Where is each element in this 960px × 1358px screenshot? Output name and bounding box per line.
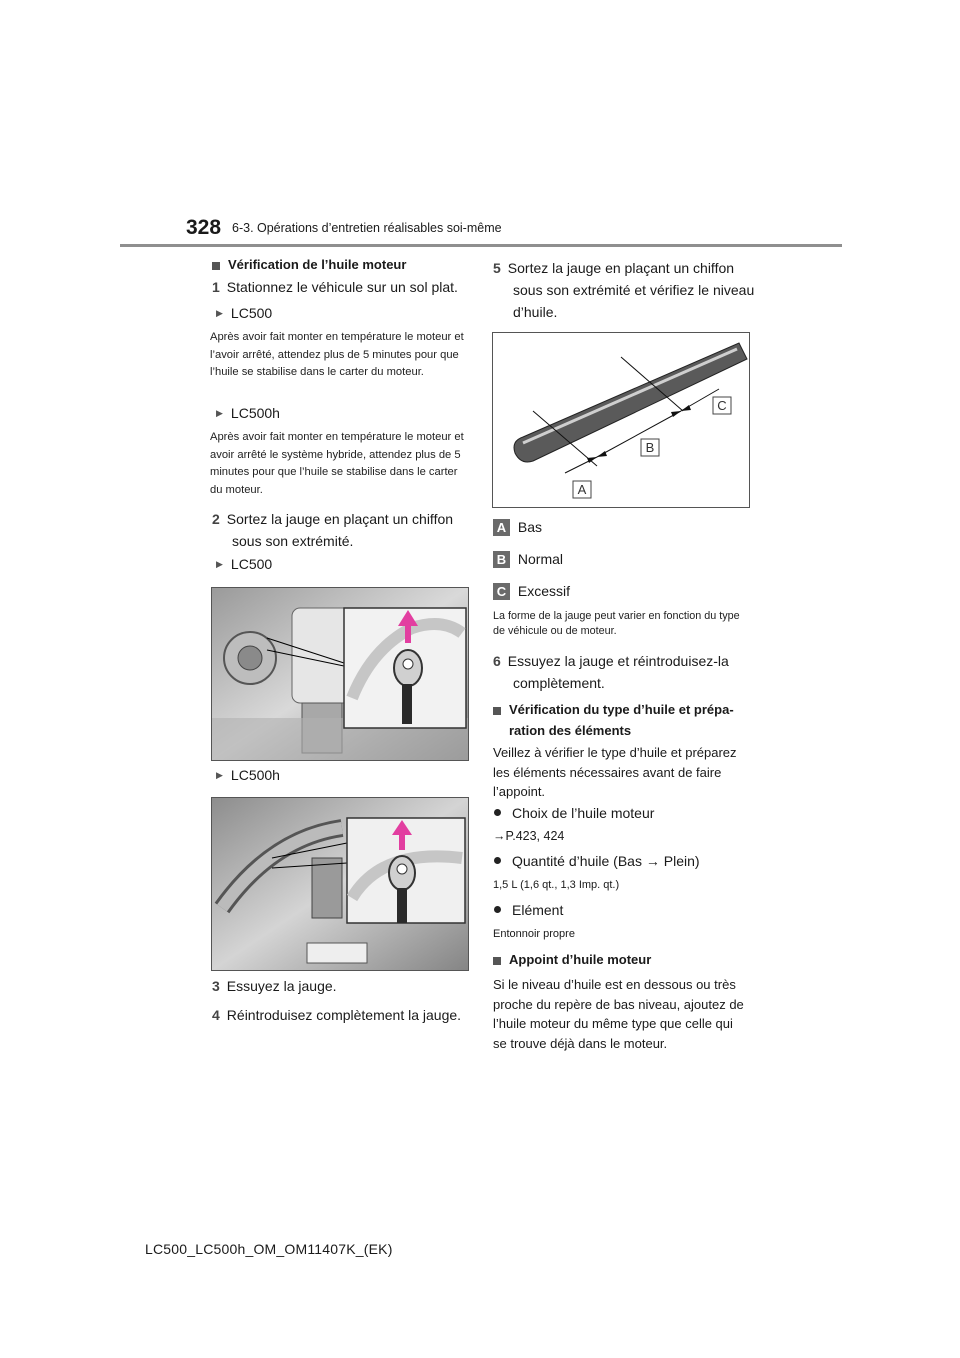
step-4: 4 Réintroduisez complètement la jauge. [212,1007,462,1023]
step-6: 6 Essuyez la jauge et réintroduisez-la complètement. [493,653,729,691]
bullet-oil-quantity: Quantité d’huile (Bas → Plein) [494,853,700,869]
step-number: 5 [493,260,501,276]
square-bullet-icon [493,957,501,965]
triangle-bullet-icon: ▶ [216,408,223,418]
diagram-label-a: A [577,482,587,497]
legend-key: C [493,583,510,600]
step-number: 4 [212,1007,220,1023]
legend-item-c: C Excessif [493,583,570,600]
header-rule [120,244,842,247]
legend-item-b: B Normal [493,551,563,568]
triangle-bullet-icon: ▶ [216,308,223,318]
paragraph-lc500h: Après avoir fait monter en température le moteur et avoir arrêté le système hybride, attendez plus de 5 minutes pour que l’huile se stabilise dans le carter du moteur. [210,431,464,496]
diagram-label-c: C [717,398,727,413]
step-number: 6 [493,653,501,669]
engine-photo-lc500 [211,587,469,761]
note-dipstick-shape: La forme de la jauge peut varier en fonction du type de véhicule ou de moteur. [493,610,740,637]
dipstick-diagram [492,332,750,508]
bullet-oil-choice: Choix de l’huile moteur [494,805,654,821]
square-bullet-icon [212,262,220,270]
page-number: 328 [186,216,222,239]
document-code: LC500_LC500h_OM_OM11407K_(EK) [145,1241,393,1257]
square-bullet-icon [493,707,501,715]
round-bullet-icon [494,906,501,913]
triangle-bullet-icon: ▶ [216,770,223,780]
step-5: 5 Sortez la jauge en plaçant un chiffon sous son extrémité et vérifiez le niveau d’huile. [493,260,755,320]
variant-lc500h: ▶ LC500h [216,767,280,783]
triangle-bullet-icon: ▶ [216,559,223,569]
step-1: 1 Stationnez le véhicule sur un sol plat. [212,279,458,295]
heading-oil-topup: Appoint d’huile moteur [493,952,651,967]
step-2: 2 Sortez la jauge en plaçant un chiffon sous son extrémité. [212,511,454,549]
round-bullet-icon [494,857,501,864]
paragraph-oil-type: Veillez à vérifier le type d’huile et préparez les éléments nécessaires avant de faire l’appoint. [493,745,737,799]
step-number: 2 [212,511,220,527]
heading-oil-check: Vérification de l’huile moteur [212,257,406,272]
diagram-label-b: B [645,440,655,455]
heading-oil-type: Vérification du type d’huile et prépa- ration des éléments [493,699,734,741]
legend-key: B [493,551,510,568]
element-value: Entonnoir propre [493,928,575,940]
round-bullet-icon [494,809,501,816]
paragraph-oil-topup: Si le niveau d’huile est en dessous ou très proche du repère de bas niveau, ajoutez de l’huile moteur du même type que celle qui se trouve déjà dans le moteur. [493,977,744,1051]
step-3: 3 Essuyez la jauge. [212,978,337,994]
engine-photo-lc500h [211,797,469,971]
variant-lc500: ▶ LC500 [216,556,273,572]
variant-lc500: ▶ LC500 [216,305,273,321]
step-number: 1 [212,279,220,295]
section-title: 6-3. Opérations d’entretien réalisables soi-même [232,221,502,235]
paragraph-lc500: Après avoir fait monter en température le moteur et l’avoir arrêté, attendez plus de 5 minutes pour que l’huile se stabilise dans le carter du moteur. [210,331,464,378]
page-reference: →P.423, 424 [493,829,565,843]
bullet-element: Elément [494,902,563,918]
legend-item-a: A Bas [493,519,542,536]
variant-lc500h: ▶ LC500h [216,405,280,421]
legend-key: A [493,519,510,536]
step-number: 3 [212,978,220,994]
oil-quantity-value: 1,5 L (1,6 qt., 1,3 Imp. qt.) [493,879,620,891]
